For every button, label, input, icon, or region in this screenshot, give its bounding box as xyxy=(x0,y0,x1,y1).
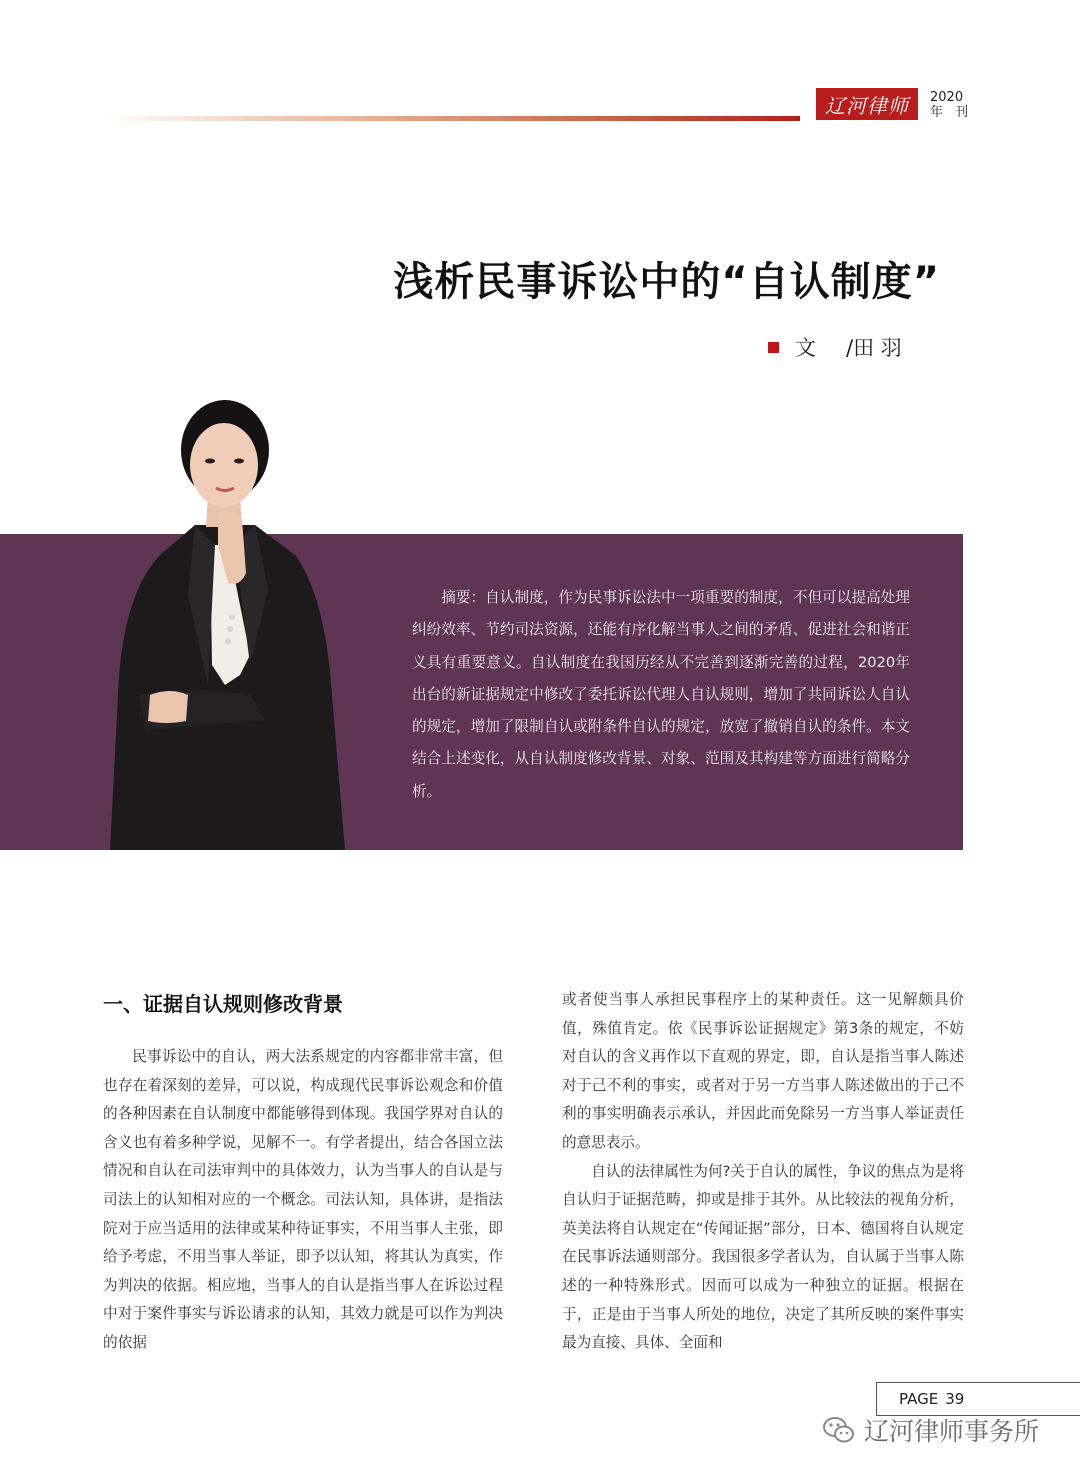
watermark-text: 辽河律师事务所 xyxy=(864,1417,1040,1446)
issue-label xyxy=(930,90,972,120)
section-heading: 一、证据自认规则修改背景 xyxy=(103,992,343,1016)
page-number: 39 xyxy=(945,1390,965,1408)
body-paragraph: 或者使当事人承担民事程序上的某种责任。这一见解颇具价值，殊值肯定。依《民事诉讼证据规定》第3条的规定，不妨对自认的含义再作以下直观的界定，即，自认是指当事人陈述对于己不利的事实，或者对于另一方当事人陈述做出的于己不利的事实明确表示承认，并因此而免除另一方当事人举证责任的意思表示。 xyxy=(562,991,964,1151)
body-column-left xyxy=(103,1043,503,1358)
wechat-icon xyxy=(822,1415,856,1445)
body-paragraph: 民事诉讼中的自认，两大法系规定的内容都非常丰富，但也存在着深刻的差异，可以说，构成现代民事诉讼观念和价值的各种因素在自认制度中都能够得到体现。我国学界对自认的含义也有着多种学说，见解不一。有学者提出，结合各国立法情况和自认在司法审判中的具体效力，认为当事人的自认是与司法上的认知相对应的一个概念。司法认知，具体讲，是指法院对于应当适用的法律或某种待证事实，不用当事人主张，即给予考虑，不用当事人举证，即予以认知，将其认为真实，作为判决的依据。相应地，当事人的自认是指当事人在诉讼过程中对于案件事实与诉讼请求的认知，其效力就是可以作为判决的依据 xyxy=(103,1048,503,1351)
abstract-text: 摘要：自认制度，作为民事诉讼法中一项重要的制度，不但可以提高处理纠纷效率、节约司法资源，还能有序化解当事人之间的矛盾、促进社会和谐正义具有重要意义。自认制度在我国历经从不完善到逐渐完善的过程，2020年出台的新证据规定中修改了委托诉讼代理人自认规则，增加了共同诉讼人自认的规定，增加了限制自认或附条件自认的规定，放宽了撤销自认的条件。本文结合上述变化，从自认制度修改背景、对象、范围及其构建等方面进行简略分析。 xyxy=(412,589,910,800)
red-square-icon xyxy=(768,342,779,353)
author-portrait xyxy=(100,395,350,850)
magazine-brand-logo xyxy=(816,88,918,120)
article-title: 浅析民事诉讼中的“自认制度” xyxy=(393,259,940,305)
author-name: /田 羽 xyxy=(846,336,902,360)
byline-label: 文 xyxy=(795,336,816,360)
page-label: PAGE xyxy=(899,1390,939,1408)
body-column-right xyxy=(562,986,964,1358)
wechat-watermark xyxy=(822,1412,1039,1448)
body-paragraph: 自认的法律属性为何?关于自认的属性，争议的焦点为是将自认归于证据范畴，抑或是排于其外。从比较法的视角分析，英美法将自认规定在“传闻证据”部分，日本、德国将自认规定在民事诉法通则部分。我国很多学者认为，自认属于当事人陈述的一种特殊形式。因而可以成为一种独立的证据。根据在于，正是由于当事人所处的地位，决定了其所反映的案件事实最为直接、具体、全面和 xyxy=(562,1162,964,1352)
issue-type: 年 刊 xyxy=(930,105,973,120)
issue-year: 2020 xyxy=(930,90,964,105)
byline xyxy=(768,332,902,362)
brand-text: 辽河律师 xyxy=(825,93,909,118)
page-number-box xyxy=(876,1382,1080,1416)
header-gradient-rule xyxy=(110,116,800,121)
